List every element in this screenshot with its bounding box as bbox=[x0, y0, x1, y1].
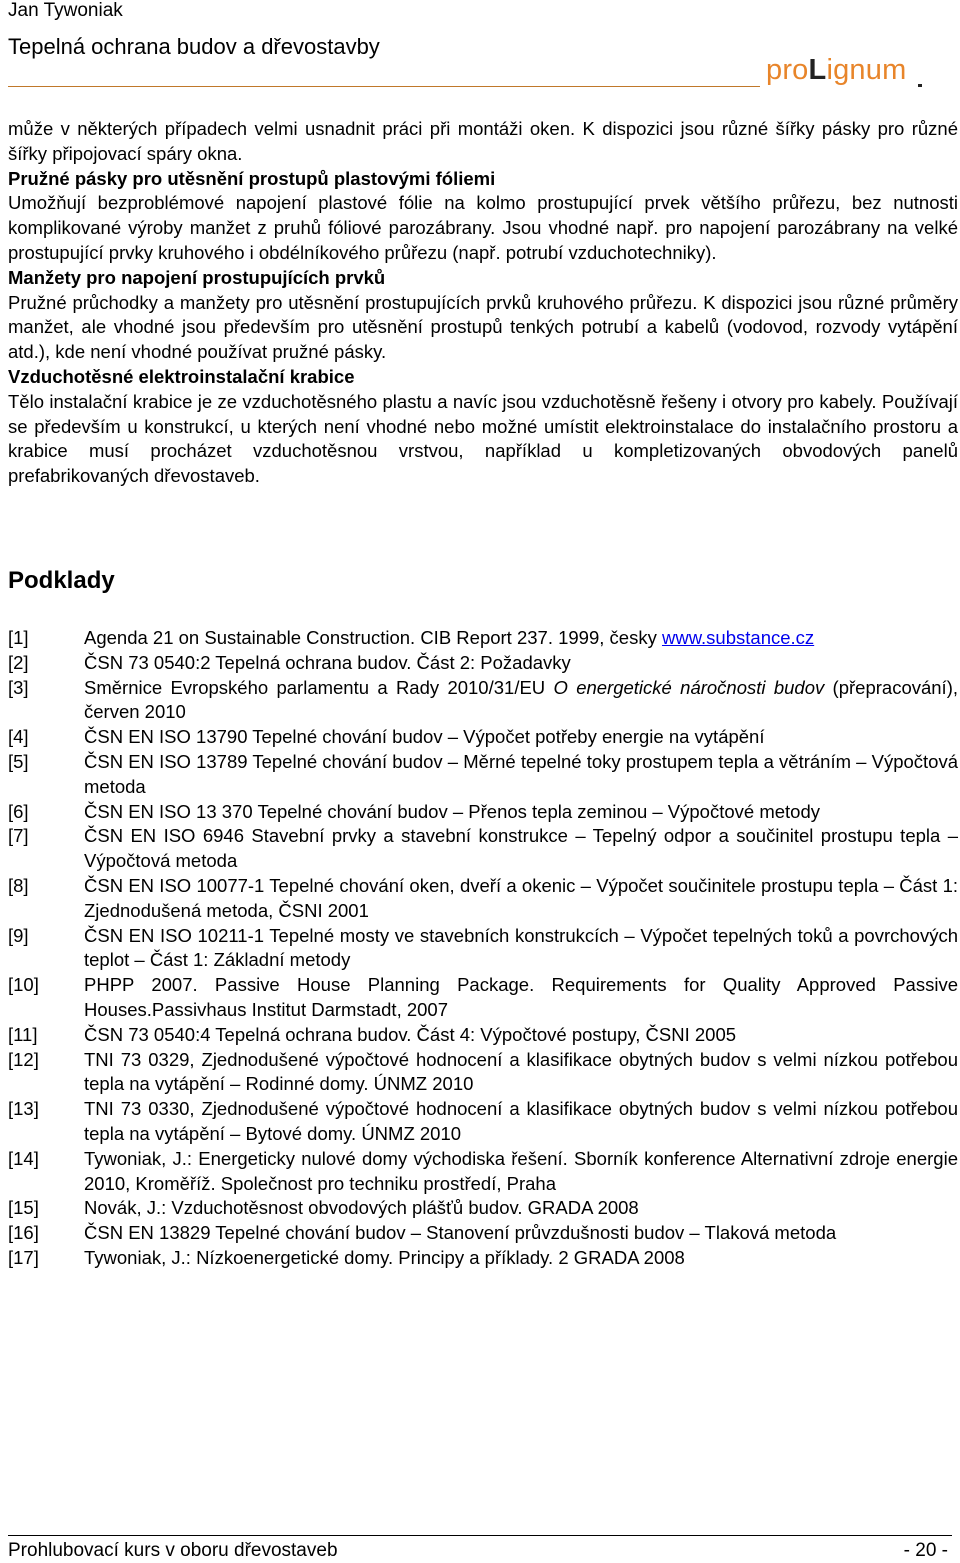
reference-item bbox=[8, 1023, 958, 1048]
reference-text: ČSN EN ISO 6946 Stavební prvky a stavební konstrukce – Tepelný odpor a součinitel prostupu tepla – Výpočtová metoda bbox=[84, 825, 958, 872]
body-content bbox=[8, 117, 958, 489]
reference-number: [13] bbox=[8, 1098, 39, 1120]
paragraph: Pružné průchodky a manžety pro utěsnění prostupujících prvků kruhového průřezu. K dispozici jsou různé průměry manžet, ale vhodné jsou především pro utěsnění prostupů tenkých potrubí a kabelů (vodovod, rozvody vytápění atd.), kde není vhodné používat pružné pásky. bbox=[8, 291, 958, 363]
reference-list bbox=[8, 626, 958, 1271]
subheading: Manžety pro napojení prostupujících prvků bbox=[8, 266, 386, 288]
reference-link[interactable]: www.substance.cz bbox=[661, 627, 815, 648]
reference-number: [11] bbox=[8, 1023, 38, 1045]
reference-item bbox=[8, 651, 958, 676]
reference-text: Novák, J.: Vzduchotěsnost obvodových plášťů budov. GRADA 2008 bbox=[84, 1197, 639, 1219]
reference-text: ČSN 73 0540:4 Tepelná ochrana budov. Část 4: Výpočtové postupy, ČSNI 2005 bbox=[84, 1023, 737, 1045]
reference-item bbox=[8, 924, 958, 974]
reference-number: [7] bbox=[8, 825, 29, 847]
header-author: Jan Tywoniak bbox=[8, 0, 123, 21]
reference-number: [12] bbox=[8, 1048, 39, 1070]
reference-item bbox=[8, 750, 958, 800]
reference-text: ČSN EN ISO 13790 Tepelné chování budov – Výpočet potřeby energie na vytápění bbox=[84, 726, 765, 748]
reference-number: [1] bbox=[8, 627, 29, 648]
reference-number: [14] bbox=[8, 1147, 39, 1169]
reference-item bbox=[8, 1147, 958, 1197]
reference-text: Tywoniak, J.: Nízkoenergetické domy. Principy a příklady. 2 GRADA 2008 bbox=[84, 1246, 685, 1268]
reference-text: TNI 73 0329, Zjednodušené výpočtové hodnocení a klasifikace obytných budov s velmi nízkou potřebou tepla na vytápění – Rodinné domy. ÚNMZ 2010 bbox=[84, 1048, 958, 1095]
reference-text: PHPP 2007. Passive House Planning Package. Requirements for Quality Approved Passive Houses.Passivhaus Institut Darmstadt, 2007 bbox=[84, 974, 958, 1020]
reference-title-italic: O energetické náročnosti budov bbox=[553, 676, 825, 698]
reference-number: [16] bbox=[8, 1222, 39, 1244]
reference-number: [9] bbox=[8, 924, 29, 946]
reference-text: ČSN 73 0540:2 Tepelná ochrana budov. Část 2: Požadavky bbox=[84, 651, 571, 673]
reference-number: [5] bbox=[8, 750, 29, 772]
reference-text: Tywoniak, J.: Energeticky nulové domy východiska řešení. Sborník konference Alternativní zdroje energie 2010, Kroměříž. Společnost pro techniku prostředí, Praha bbox=[84, 1147, 958, 1194]
page-number: - 20 - bbox=[903, 1540, 948, 1561]
reference-item bbox=[8, 1048, 958, 1098]
section-title: Podklady bbox=[8, 567, 115, 594]
reference-item bbox=[8, 1246, 958, 1271]
reference-item bbox=[8, 1196, 958, 1221]
reference-item bbox=[8, 1097, 958, 1147]
reference-number: [6] bbox=[8, 800, 29, 822]
reference-item bbox=[8, 626, 958, 651]
reference-number: [8] bbox=[8, 874, 29, 896]
reference-number: [10] bbox=[8, 974, 39, 996]
reference-text: ČSN EN ISO 10077-1 Tepelné chování oken, dveří a okenic – Výpočet součinitele prostupu tepla – Část 1: Zjednodušená metoda, ČSNI 2001 bbox=[84, 874, 958, 921]
reference-number: [15] bbox=[8, 1197, 39, 1219]
subheading: Pružné pásky pro utěsnění prostupů plastovými fóliemi bbox=[8, 167, 496, 189]
reference-item bbox=[8, 1221, 958, 1246]
reference-item bbox=[8, 824, 958, 874]
reference-text: ČSN EN ISO 13789 Tepelné chování budov – Měrné tepelné toky prostupem tepla a větráním – Výpočtová metoda bbox=[84, 750, 958, 797]
header-divider bbox=[8, 86, 760, 87]
reference-number: [2] bbox=[8, 651, 29, 673]
logo-mark bbox=[918, 84, 922, 87]
footer-divider bbox=[8, 1535, 952, 1536]
reference-number: [3] bbox=[8, 676, 29, 698]
header-title: Tepelná ochrana budov a dřevostavby bbox=[8, 34, 380, 59]
paragraph: může v některých případech velmi usnadnit práci při montáži oken. K dispozici jsou různé šířky pásky pro různé šířky připojovací spáry okna. bbox=[8, 118, 958, 164]
reference-text-cont: (přepracování), červen 2010 bbox=[84, 676, 958, 723]
footer-course-title: Prohlubovací kurs v oboru dřevostaveb bbox=[8, 1540, 338, 1561]
reference-number: [4] bbox=[8, 726, 29, 748]
paragraph: Umožňují bezproblémové napojení plastové fólie na kolmo prostupující prvek většího průřezu, bez nutnosti komplikované výroby manžet z pruhů fóliové parozábrany. Jsou vhodné např. pro napojení parozábrany na velké prostupující prvky kruhového i obdélníkového průřezu (např. potrubí vzduchotechniky). bbox=[8, 192, 958, 263]
reference-number: [17] bbox=[8, 1246, 39, 1268]
reference-text: ČSN EN 13829 Tepelné chování budov – Stanovení průvzdušnosti budov – Tlaková metoda bbox=[84, 1222, 837, 1244]
reference-item bbox=[8, 874, 958, 924]
paragraph: Tělo instalační krabice je ze vzduchotěsného plastu a navíc jsou vzduchotěsně řešeny i otvory pro kabely. Používají se především u konstrukcí, u kterých není vhodné nebo možné umístit elektroinstalace do instalačního prostoru a krabice musí procházet vzduchotěsnou vrstvou, například u kompletizovaných obvodových panelů prefabrikovaných dřevostaveb. bbox=[8, 390, 958, 487]
reference-text: Agenda 21 on Sustainable Construction. CIB Report 237. 1999, česky bbox=[84, 627, 662, 648]
reference-item bbox=[8, 973, 958, 1023]
reference-text: ČSN EN ISO 10211-1 Tepelné mosty ve stavebních konstrukcích – Výpočet tepelných toků a povrchových teplot – Část 1: Základní metody bbox=[84, 924, 958, 971]
reference-item bbox=[8, 725, 958, 750]
reference-item bbox=[8, 676, 958, 726]
reference-item bbox=[8, 800, 958, 825]
subheading: Vzduchotěsné elektroinstalační krabice bbox=[8, 365, 355, 387]
reference-text: ČSN EN ISO 13 370 Tepelné chování budov – Přenos tepla zeminou – Výpočtové metody bbox=[84, 800, 820, 822]
prolignum-logo: proLignum bbox=[766, 54, 907, 86]
reference-text: Směrnice Evropského parlamentu a Rady 2010/31/EU bbox=[84, 676, 554, 698]
reference-text: TNI 73 0330, Zjednodušené výpočtové hodnocení a klasifikace obytných budov s velmi nízkou potřebou tepla na vytápění – Bytové domy. ÚNMZ 2010 bbox=[84, 1098, 958, 1144]
